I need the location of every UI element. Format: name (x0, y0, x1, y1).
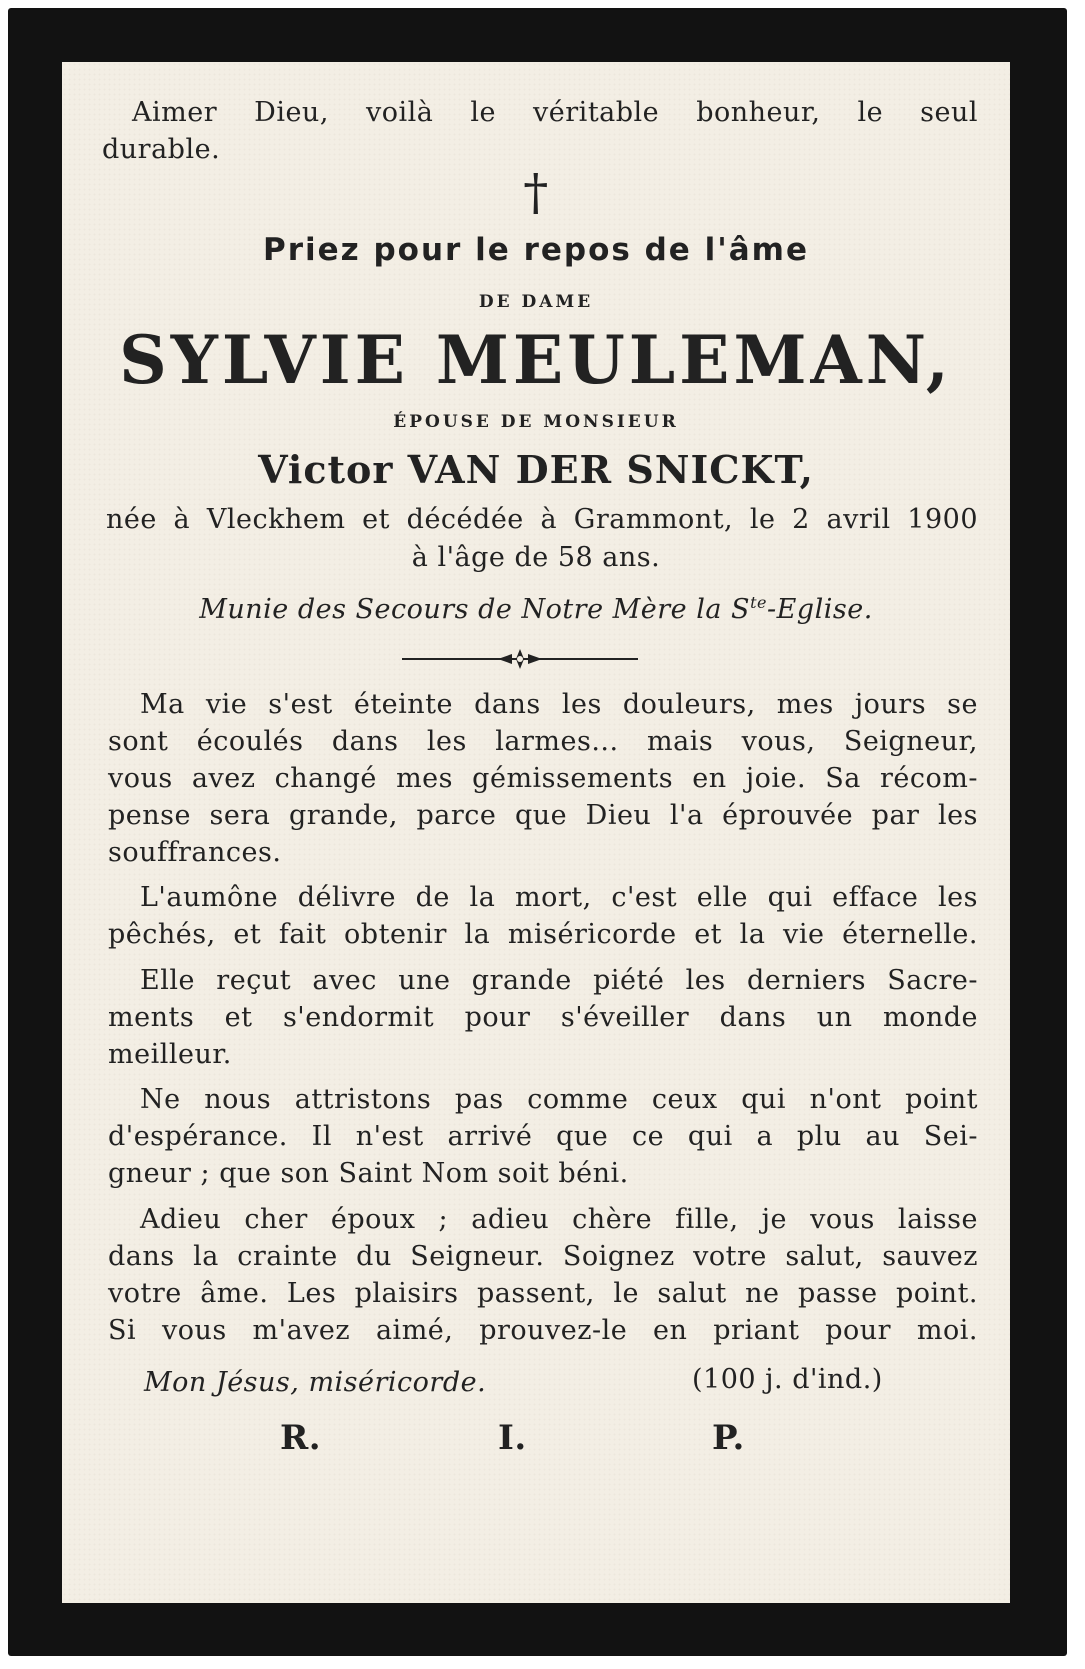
paragraph-2-line-2: pêchés, et fait obtenir la miséricorde et la vie éternelle. (108, 919, 978, 950)
paragraph-3-line-3: meilleur. (108, 1039, 232, 1070)
paragraph-1-line-5: souffrances. (108, 837, 282, 868)
paragraph-5-line-2: dans la crainte du Seigneur. Soignez votre salut, sauvez (108, 1241, 978, 1272)
prayer-heading: Priez pour le repos de l'âme (263, 232, 809, 268)
cross-icon: † (523, 163, 549, 221)
title-prefix: DE DAME (478, 292, 594, 312)
paragraph-4-line-3: gneur ; que son Saint Nom soit béni. (108, 1158, 629, 1189)
epigraph-line-1: Aimer Dieu, voilà le véritable bonheur, le seul (132, 97, 978, 128)
paragraph-3-line-2: ments et s'endormit pour s'éveiller dans un monde (108, 1002, 978, 1033)
sacraments-sup: te (750, 593, 767, 612)
paragraph-4-line-2: d'espérance. Il n'est arrivé que ce qui a plu au Sei- (108, 1121, 978, 1152)
sacraments-line (62, 592, 1010, 628)
ornamental-divider (402, 647, 638, 671)
deceased-name: SYLVIE MEULEMAN, (119, 321, 953, 399)
paragraph-5-line-4: Si vous m'avez aimé, prouvez-le en priant pour moi. (108, 1315, 978, 1346)
paragraph-1-line-1: Ma vie s'est éteinte dans les douleurs, mes jours se (140, 689, 978, 720)
rip-letter-i: I. (498, 1418, 527, 1458)
paragraph-3-line-1: Elle reçut avec une grande piété les derniers Sacre- (140, 965, 978, 996)
paragraph-1-line-3: vous avez changé mes gémissements en joie. Sa récom- (108, 763, 978, 794)
epigraph-line-2: durable. (102, 134, 221, 165)
paragraph-2-line-1: L'aumône délivre de la mort, c'est elle qui efface les (140, 882, 978, 913)
rip-letter-r: R. (280, 1418, 322, 1458)
birth-death-line-2: à l'âge de 58 ans. (411, 542, 661, 573)
paragraph-5-line-1: Adieu cher époux ; adieu chère fille, je vous laisse (140, 1204, 978, 1235)
paragraph-4-line-1: Ne nous attristons pas comme ceux qui n'ont point (140, 1084, 978, 1115)
sacraments-text-end: -Eglise. (766, 594, 873, 625)
birth-death-line-1: née à Vleckhem et décédée à Grammont, le 2 avril 1900 (106, 504, 978, 535)
rip-letter-p: P. (712, 1418, 745, 1458)
spouse-name: Victor VAN DER SNICKT, (258, 447, 814, 492)
indulgence-note: (100 j. d'ind.) (692, 1364, 883, 1395)
paragraph-1-line-2: sont écoulés dans les larmes... mais vous, Seigneur, (108, 726, 978, 757)
spouse-prefix: ÉPOUSE DE MONSIEUR (393, 412, 679, 432)
sacraments-text: Munie des Secours de Notre Mère la S (199, 594, 751, 625)
paragraph-1-line-4: pense sera grande, parce que Dieu l'a éprouvée par les (108, 800, 978, 831)
paragraph-5-line-3: votre âme. Les plaisirs passent, le salut ne passe point. (108, 1278, 978, 1309)
memorial-card (62, 62, 1010, 1603)
invocation: Mon Jésus, miséricorde. (144, 1367, 487, 1398)
